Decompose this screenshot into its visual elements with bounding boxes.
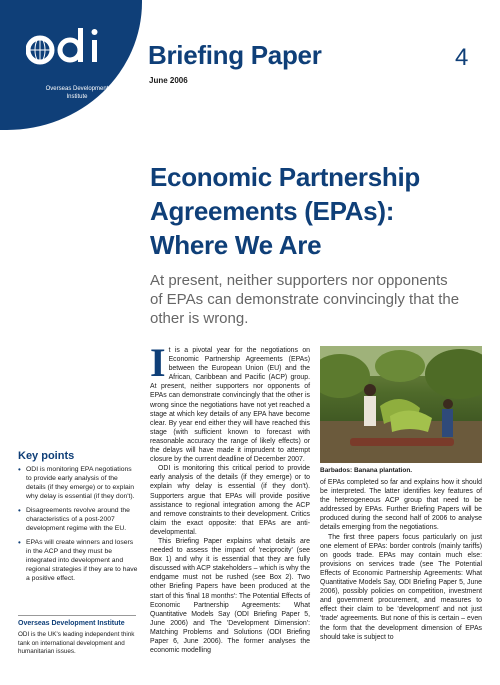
body-column-2 (320, 478, 482, 642)
body-column-1 (150, 340, 310, 655)
body-paragraph-3: This Briefing Paper explains what details are needed to assess the impact of 'reciprocity' (see Box 1) and why it is essential that they are fully discussed with ACP stakeholders – which is why the endgame must not be rushed (see Box 2). Two other Briefing Papers have been produced at the start of this 'final 18 months': The Potential Effects of Economic Partnership Agreements: What Quantitative Models Say (ODI Briefing Paper 5, June 2006) and The 'Development Dimension': Matching Problems and Solutions (ODI Briefing Paper 6, June 2006). The former analyses the economic modelling (150, 537, 310, 655)
standfirst-line-3: other is wrong. (150, 310, 249, 327)
body-paragraph-1 (150, 340, 310, 464)
banana-plantation-photo (320, 346, 482, 463)
title-line-2: Agreements (EPAs): (150, 196, 395, 226)
org-name (22, 85, 132, 101)
title-line-3: Where We Are (150, 230, 322, 260)
body-paragraph-4: of EPAs completed so far and explains how it should be interpreted. The latter identifies key features of the heterogeneous ACP group that need to be addressed by EPAs. Further Briefing Papers will be produced during the second half of 2006 to analyse details emerging from the negotiations. (320, 479, 482, 532)
issue-date: June 2006 (149, 76, 188, 85)
body-paragraph-2: ODI is monitoring this critical period to provide early analysis of the details (if they emerge) or to explain why delay is essential (if they don't). Supporters argue that EPAs will provide positive assistance to regional integration among the ACP and remove constraints to their development. Critics claim the exact opposite: that EPAs are anti-developmental. (150, 465, 310, 536)
standfirst-line-1: At present, neither supporters nor opponents (150, 272, 448, 289)
body-paragraph-1-text: t is a pivotal year for the negotiations on Economic Partnership Agreements (EPAs) between the European Union (EU) and the African, Caribbean and Pacific (ACP) group. At present, neither supporters nor opponents of EPAs can demonstrate convincingly that the other is wrong since the negotiations have not yet reached a stage at which key details of any EPA have become clear. By year end either they will have reached this stage (with sufficient known to forecast with reasonable accuracy the range of likely effects) or the delays will have made it imprudent to attempt closure by the current deadline of December 2007. (150, 347, 310, 464)
odi-logo-mark (26, 26, 108, 70)
key-point-3: • EPAs will create winners and losers in the ACP and they must be integrated into development and regional strategies if they are to have a positive effect. (18, 538, 138, 583)
standfirst-line-2: of EPAs can demonstrate convincingly that the (150, 291, 460, 308)
body-paragraph-5: The first three papers focus particularly on just one element of EPAs: border controls (mainly tariffs) on goods trade. EPAs may contain much else: provisions on services trade (see The Potential Effects of Economic Partnership Agreements: What Quantitative Models Say, ODI Briefing Paper 5, June 2006), possibly policies on competition, investment and government procurement, and measures to effect their claim to be 'development' and not just 'trade' agreements. But none of this is certain – even the form that the development dimension of EPAs should take is subject to (320, 533, 482, 641)
photo-caption: Barbados: Banana plantation. (320, 467, 413, 474)
issue-number: 4 (455, 44, 469, 71)
key-point-1: • ODI is monitoring EPA negotiations to provide early analysis of the details (if they emerge) or to explain why delay is essential (if they don't). (18, 465, 138, 501)
key-points-list (18, 465, 138, 588)
key-point-2: • Disagreements revolve around the characteristics of a post-2007 development regime with the EU. (18, 506, 138, 533)
key-points-title: Key points (18, 450, 75, 462)
series-title: Briefing Paper (148, 40, 322, 70)
odi-logo (26, 26, 108, 76)
sidebar-divider (18, 615, 136, 616)
photo-illustration (320, 346, 482, 463)
org-name-line-1: Overseas Development (45, 86, 109, 92)
about-description: ODI is the UK's leading independent think tank on international development and humanitarian issues. (18, 631, 135, 655)
about-heading: Overseas Development Institute (18, 620, 125, 627)
title-line-1: Economic Partnership (150, 162, 420, 192)
org-name-line-2: Institute (66, 94, 88, 100)
drop-cap: I (150, 340, 166, 385)
